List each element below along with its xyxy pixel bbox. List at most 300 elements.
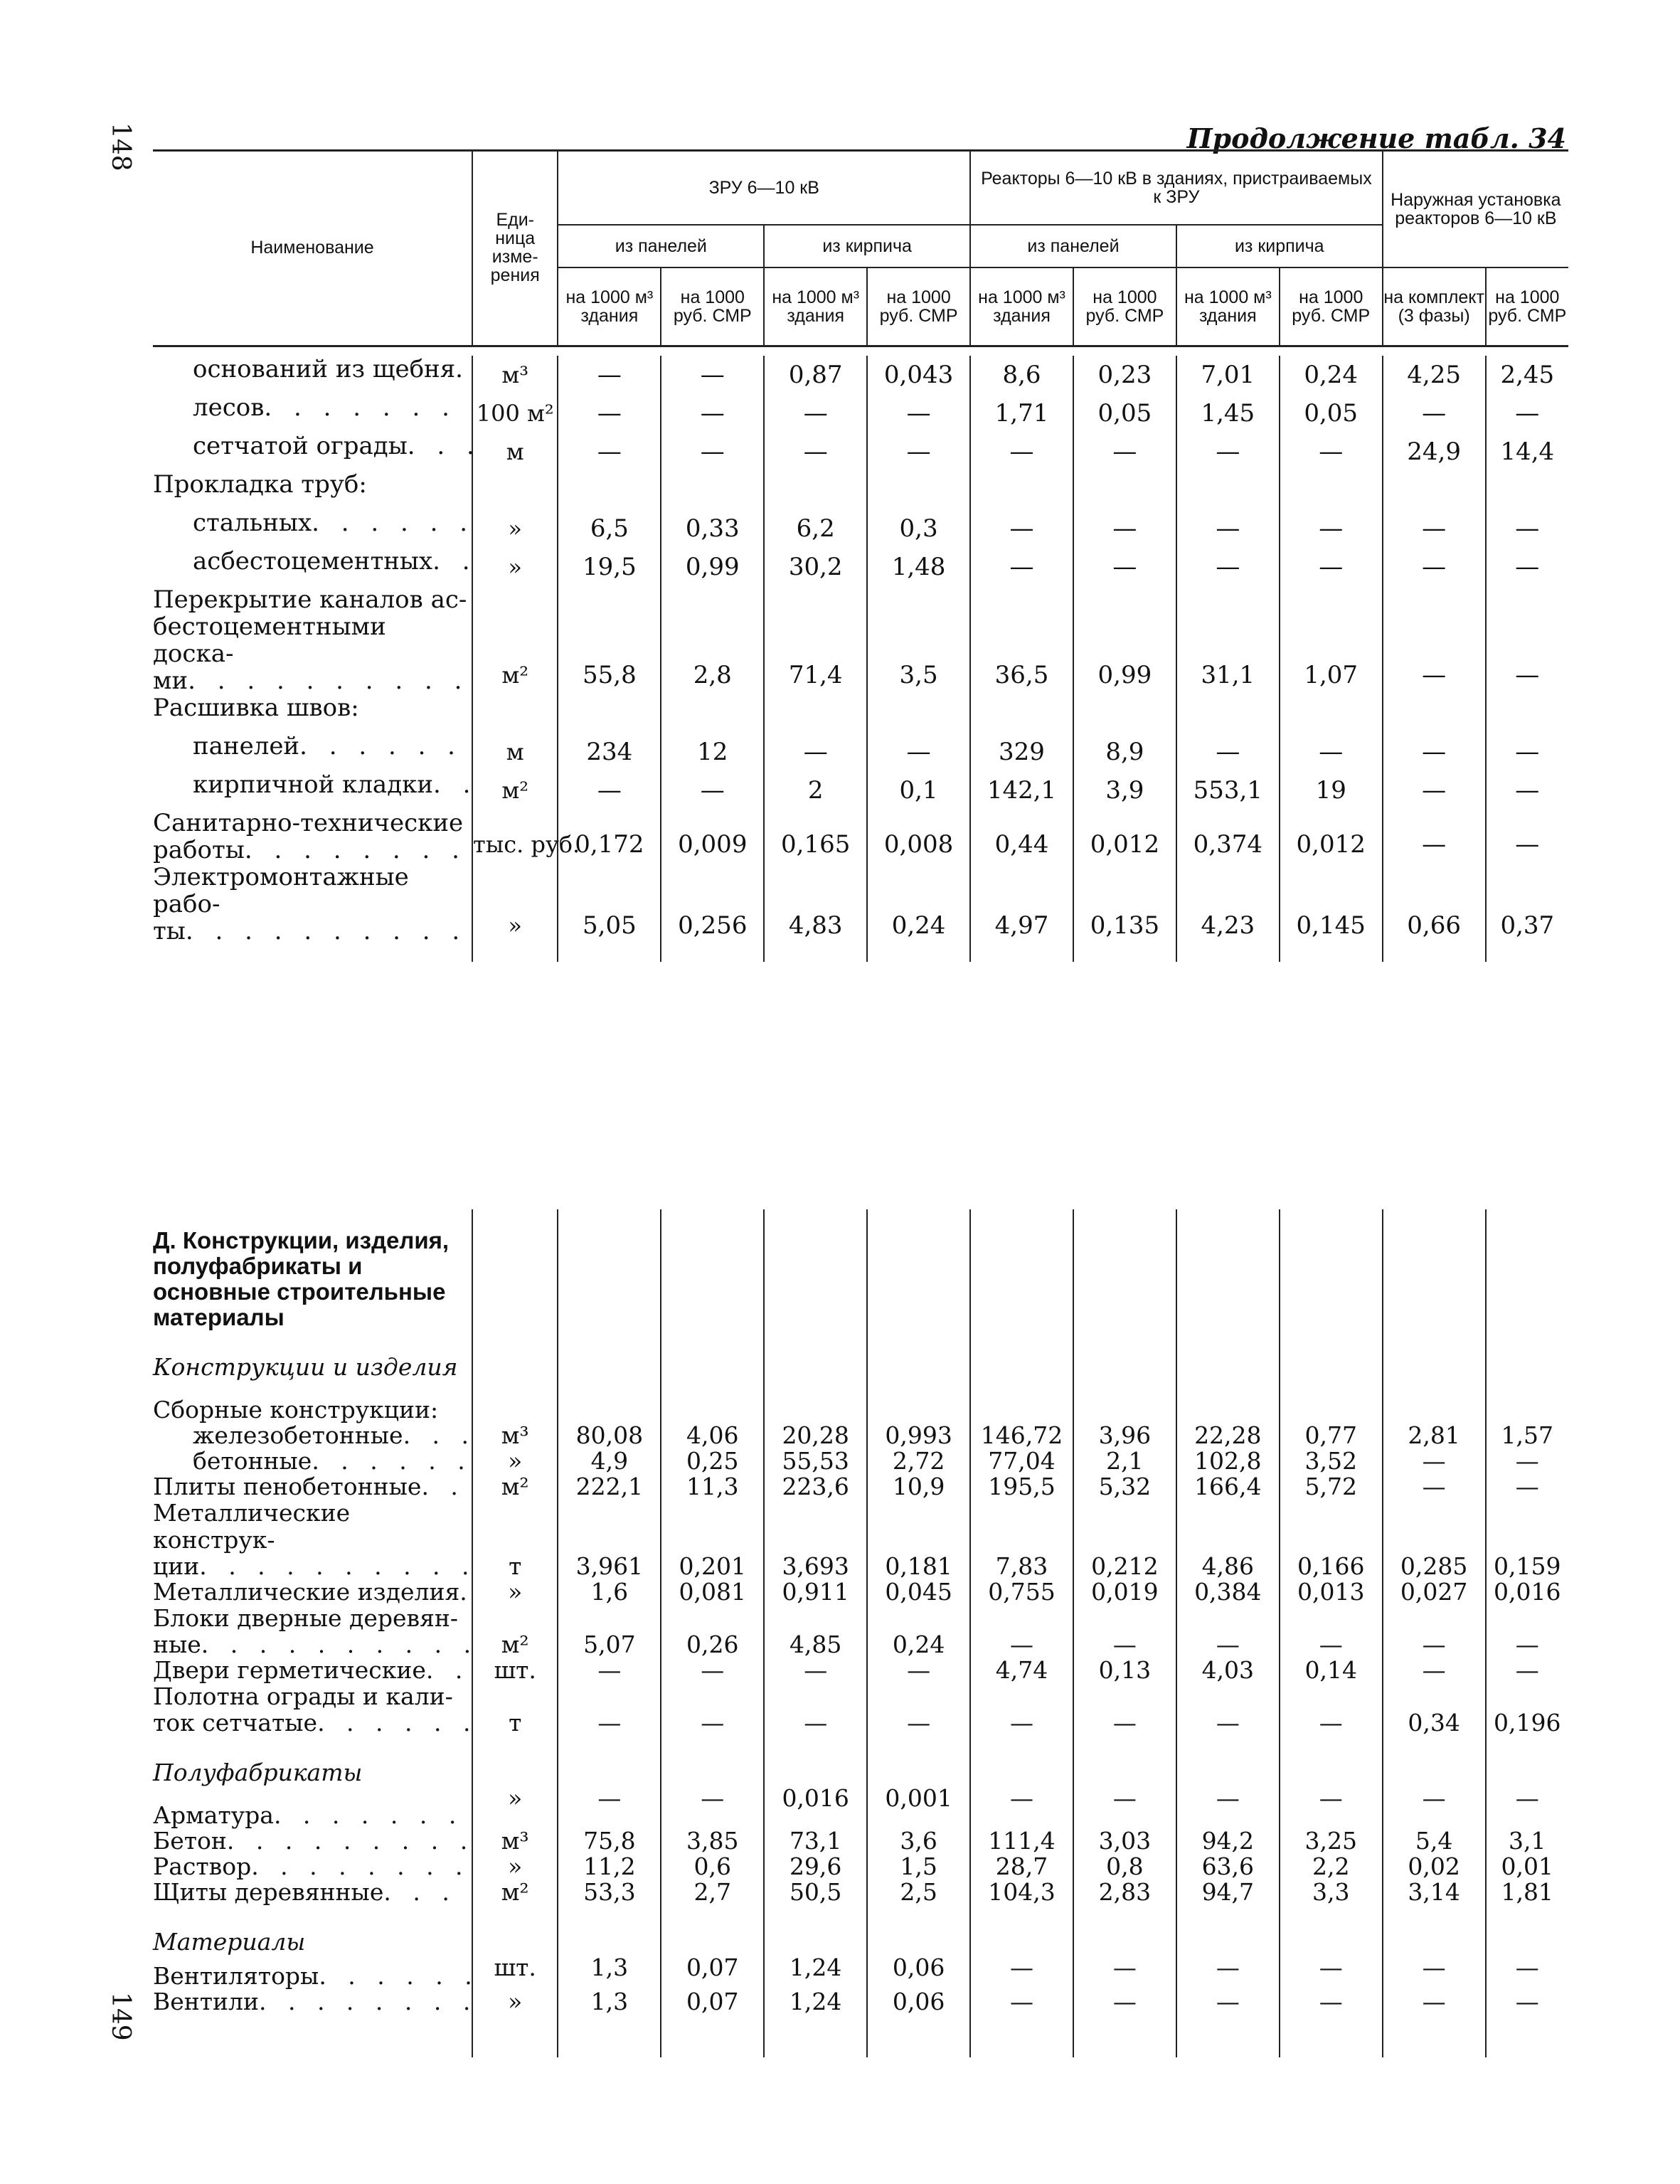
row-value: — (1383, 1474, 1486, 1500)
row-unit: т (472, 1683, 558, 1736)
dot-leader (312, 1448, 472, 1474)
row-value: 0,012 (1073, 810, 1176, 864)
row-value: 0,374 (1176, 810, 1280, 864)
row-value: 1,3 (558, 1989, 661, 2015)
row-value: 0,13 (1073, 1658, 1176, 1683)
header-react-panels: из панелей (970, 225, 1176, 267)
dot-leader (408, 433, 472, 460)
header-outdoor: Наружная установка реакторов 6—10 кВ (1383, 151, 1568, 267)
row-name (153, 548, 472, 586)
row-value: 0,23 (1073, 356, 1176, 394)
row-value: 0,37 (1486, 864, 1568, 945)
empty-cell (1383, 2015, 1486, 2057)
row-value: 3,961 (558, 1500, 661, 1579)
row-value: — (558, 1786, 661, 1828)
empty-cell (558, 1209, 661, 1330)
empty-cell (558, 1905, 661, 1955)
row-value: — (1073, 548, 1176, 586)
row-value: — (1280, 1786, 1383, 1828)
row-name (153, 1955, 472, 1989)
row-value: 7,83 (970, 1500, 1073, 1579)
row-value: 6,2 (764, 509, 867, 548)
dot-leader (251, 1854, 472, 1880)
table-upper (153, 356, 1568, 962)
dot-leader (432, 548, 472, 575)
row-name-text: Арматура (153, 1801, 274, 1829)
row-value: — (1073, 1989, 1176, 2015)
row-value: 0,33 (661, 509, 764, 548)
row-value: — (970, 1786, 1073, 1828)
row-value: 3,5 (867, 586, 970, 694)
row-value: 5,32 (1073, 1474, 1176, 1500)
table-row (153, 548, 1568, 586)
row-value: 3,3 (1280, 1880, 1383, 1905)
empty-cell (1383, 1736, 1486, 1786)
dot-leader (186, 918, 472, 945)
dot-leader (317, 1710, 472, 1736)
row-value: 111,4 (970, 1828, 1073, 1854)
row-value: 1,24 (764, 1955, 867, 1989)
row-value: — (558, 771, 661, 810)
row-value: 4,86 (1176, 1500, 1280, 1579)
row-value: 2,83 (1073, 1880, 1176, 1905)
row-value: 0,165 (764, 810, 867, 864)
empty-cell (970, 1209, 1073, 1330)
table-row (153, 1880, 1568, 1905)
row-value: 142,1 (970, 771, 1073, 810)
row-value: 0,06 (867, 1955, 970, 1989)
row-value: — (1486, 1955, 1568, 1989)
row-value (1486, 1380, 1568, 1423)
row-unit: » (472, 509, 558, 548)
empty-cell (558, 945, 661, 962)
empty-cell (1280, 1905, 1383, 1955)
row-value: 0,993 (867, 1423, 970, 1448)
row-value: 0,07 (661, 1989, 764, 2015)
row-value: — (661, 1683, 764, 1736)
row-value: 4,9 (558, 1448, 661, 1474)
empty-cell (472, 1330, 558, 1380)
row-unit: » (472, 1854, 558, 1880)
dot-leader (383, 1880, 472, 1905)
row-unit (472, 694, 558, 733)
row-value: — (1383, 509, 1486, 548)
row-value (1280, 694, 1383, 733)
row-value: — (1383, 1605, 1486, 1658)
row-value: — (661, 1786, 764, 1828)
row-value: — (558, 1683, 661, 1736)
row-name-text: ты (153, 917, 186, 945)
row-name (153, 1854, 472, 1880)
row-value: 0,07 (661, 1955, 764, 1989)
row-unit: » (472, 1579, 558, 1605)
row-value: 36,5 (970, 586, 1073, 694)
row-value: — (1280, 509, 1383, 548)
row-value: 1,48 (867, 548, 970, 586)
row-value: — (867, 1683, 970, 1736)
row-name-text: стальных (193, 509, 312, 537)
dot-leader (188, 667, 472, 694)
row-value: 0,196 (1486, 1683, 1568, 1736)
subsection-title (153, 1736, 1568, 1786)
dot-leader (312, 509, 472, 536)
row-value: 3,9 (1073, 771, 1176, 810)
row-unit: » (472, 1448, 558, 1474)
row-value: 2,72 (867, 1448, 970, 1474)
row-value: — (970, 1955, 1073, 1989)
row-value (661, 471, 764, 509)
subsection-title-text: Полуфабрикаты (153, 1759, 363, 1786)
empty-cell (153, 945, 472, 962)
row-value (867, 694, 970, 733)
row-value: — (764, 394, 867, 433)
row-unit: м² (472, 586, 558, 694)
row-value: 71,4 (764, 586, 867, 694)
row-name-text: Раствор (153, 1852, 252, 1880)
row-value: — (1486, 509, 1568, 548)
row-value: 29,6 (764, 1854, 867, 1880)
row-value: 1,07 (1280, 586, 1383, 694)
row-value: 3,1 (1486, 1828, 1568, 1854)
row-value: 20,28 (764, 1423, 867, 1448)
table-row (153, 733, 1568, 771)
row-value: 553,1 (1176, 771, 1280, 810)
row-name-text: железобетонные (193, 1421, 403, 1449)
row-value: — (1486, 810, 1568, 864)
row-value: — (867, 1658, 970, 1683)
row-value: 7,01 (1176, 356, 1280, 394)
table-row (153, 394, 1568, 433)
row-value: 0,87 (764, 356, 867, 394)
row-value: — (1486, 1989, 1568, 2015)
header-zru: ЗРУ 6—10 кВ (558, 151, 970, 225)
row-name-text: Плиты пенобетонные (153, 1473, 422, 1500)
row-unit: м² (472, 1605, 558, 1658)
row-name (153, 1989, 472, 2015)
empty-cell (867, 2015, 970, 2057)
row-value (1383, 1380, 1486, 1423)
row-value: 0,911 (764, 1579, 867, 1605)
row-value: 3,85 (661, 1828, 764, 1854)
row-value: 1,5 (867, 1854, 970, 1880)
row-value: 2,81 (1383, 1423, 1486, 1448)
row-value: — (1073, 1786, 1176, 1828)
row-value: — (1176, 1955, 1280, 1989)
row-name (153, 356, 472, 394)
row-name-line: Электромонтажные рабо- (153, 863, 409, 918)
row-value: 0,01 (1486, 1854, 1568, 1880)
row-value: 55,53 (764, 1448, 867, 1474)
row-name-text: Щиты деревянные (153, 1878, 384, 1906)
row-value: — (558, 356, 661, 394)
row-unit: шт. (472, 1658, 558, 1683)
row-value: 0,25 (661, 1448, 764, 1474)
row-value: 5,05 (558, 864, 661, 945)
row-value (764, 1380, 867, 1423)
row-value: 2,5 (867, 1880, 970, 1905)
row-value: — (1486, 1448, 1568, 1474)
row-unit: » (472, 864, 558, 945)
table-row (153, 1786, 1568, 1828)
row-value: 50,5 (764, 1880, 867, 1905)
row-name (153, 771, 472, 810)
row-value: — (867, 733, 970, 771)
row-value: 4,83 (764, 864, 867, 945)
row-value: 55,8 (558, 586, 661, 694)
row-value: — (1383, 1658, 1486, 1683)
row-value: 0,06 (867, 1989, 970, 2015)
row-value: 0,1 (867, 771, 970, 810)
row-value: 166,4 (1176, 1474, 1280, 1500)
spacer-row (153, 945, 1568, 962)
header-unit: Еди- ница изме- рения (472, 151, 558, 346)
table-row (153, 586, 1568, 694)
row-value: 0,66 (1383, 864, 1486, 945)
empty-cell (1176, 1209, 1280, 1330)
row-unit: тыс. руб. (472, 810, 558, 864)
row-value: 0,045 (867, 1579, 970, 1605)
row-name (153, 810, 472, 864)
row-value: 4,03 (1176, 1658, 1280, 1683)
empty-cell (867, 1209, 970, 1330)
row-value: 2,1 (1073, 1448, 1176, 1474)
row-value: 0,05 (1073, 394, 1176, 433)
table-row (153, 471, 1568, 509)
row-value: 4,06 (661, 1423, 764, 1448)
row-value: 0,26 (661, 1605, 764, 1658)
row-name (153, 1605, 472, 1658)
row-name (153, 394, 472, 433)
row-value: 3,25 (1280, 1828, 1383, 1854)
empty-cell (661, 1905, 764, 1955)
row-name-text: ток сетчатые (153, 1709, 318, 1737)
row-value: 0,212 (1073, 1500, 1176, 1579)
row-value: 0,77 (1280, 1423, 1383, 1448)
row-value: 12 (661, 733, 764, 771)
subsection-title-text: Конструкции и изделия (153, 1353, 458, 1381)
row-value: 31,1 (1176, 586, 1280, 694)
row-value: 0,285 (1383, 1500, 1486, 1579)
row-value: 0,016 (1486, 1579, 1568, 1605)
row-value (1073, 694, 1176, 733)
row-unit: м² (472, 771, 558, 810)
row-value (1486, 694, 1568, 733)
empty-cell (661, 2015, 764, 2057)
row-value: 3,96 (1073, 1423, 1176, 1448)
row-value: 3,6 (867, 1828, 970, 1854)
row-value: 0,3 (867, 509, 970, 548)
row-value: — (1383, 733, 1486, 771)
row-value: — (1176, 509, 1280, 548)
row-name-text: работы (153, 836, 245, 864)
header-name: Наименование (250, 238, 374, 258)
header-col: на 1000 м³ здания (764, 267, 867, 346)
row-value: — (764, 433, 867, 471)
table-row (153, 1423, 1568, 1448)
row-value: 22,28 (1176, 1423, 1280, 1448)
row-name-line: бестоцементными доска- (153, 613, 386, 668)
row-name-text: Бетон (153, 1827, 227, 1855)
header-col: на 1000 руб. СМР (1280, 267, 1383, 346)
row-value: — (1486, 733, 1568, 771)
row-value: 1,24 (764, 1989, 867, 2015)
row-value: 3,693 (764, 1500, 867, 1579)
row-value: 0,027 (1383, 1579, 1486, 1605)
row-unit: м² (472, 1474, 558, 1500)
row-value: — (1280, 1605, 1383, 1658)
row-value: 4,85 (764, 1605, 867, 1658)
row-value (764, 471, 867, 509)
empty-cell (1486, 1905, 1568, 1955)
row-value: 11,3 (661, 1474, 764, 1500)
table-row (153, 1448, 1568, 1474)
row-value: 63,6 (1176, 1854, 1280, 1880)
row-value: 5,07 (558, 1605, 661, 1658)
empty-cell (1073, 1209, 1176, 1330)
empty-cell (1073, 1736, 1176, 1786)
table-header (153, 151, 1568, 347)
table-row (153, 1683, 1568, 1736)
table-lower (153, 1209, 1568, 2057)
header-reactors: Реакторы 6—10 кВ в зданиях, пристраиваемых к ЗРУ (970, 151, 1383, 225)
dot-leader (264, 394, 472, 421)
table-row (153, 694, 1568, 733)
empty-cell (1486, 1736, 1568, 1786)
row-value: 195,5 (970, 1474, 1073, 1500)
row-value (1486, 471, 1568, 509)
row-name-line: Перекрытие каналов ас- (153, 585, 467, 614)
row-value: 10,9 (867, 1474, 970, 1500)
row-value: 94,2 (1176, 1828, 1280, 1854)
row-unit (472, 471, 558, 509)
row-value (558, 471, 661, 509)
row-value: 104,3 (970, 1880, 1073, 1905)
row-value: — (1280, 433, 1383, 471)
continuation-caption: Продолжение табл. 34 (1186, 122, 1566, 154)
table-row (153, 356, 1568, 394)
dot-leader (201, 1632, 472, 1658)
empty-cell (661, 945, 764, 962)
dot-leader (199, 1554, 472, 1579)
row-value: 0,256 (661, 864, 764, 945)
header-col: на 1000 м³ здания (1176, 267, 1280, 346)
empty-cell (472, 1736, 558, 1786)
empty-cell (1486, 1330, 1568, 1380)
empty-cell (472, 1905, 558, 1955)
row-value: — (1073, 1955, 1176, 1989)
row-unit: т (472, 1500, 558, 1579)
row-value: — (1176, 1605, 1280, 1658)
row-value: 0,05 (1280, 394, 1383, 433)
header-zru-brick: из кирпича (764, 225, 970, 267)
row-name-text: Прокладка труб: (153, 470, 367, 499)
row-name-line: Санитарно-технические (153, 809, 464, 837)
row-unit: м³ (472, 1828, 558, 1854)
row-value: — (558, 433, 661, 471)
row-unit: м³ (472, 356, 558, 394)
row-name-line: Металлические конструк- (153, 1499, 351, 1554)
row-value: 5,4 (1383, 1828, 1486, 1854)
row-value: — (1383, 1448, 1486, 1474)
row-value: — (1383, 548, 1486, 586)
row-value: 0,008 (867, 810, 970, 864)
row-value: 80,08 (558, 1423, 661, 1448)
row-unit: 100 м² (472, 394, 558, 433)
empty-cell (1280, 945, 1383, 962)
header-col: на 1000 м³ здания (558, 267, 661, 346)
row-name (153, 1423, 472, 1448)
row-name (153, 509, 472, 548)
row-value: — (1176, 1786, 1280, 1828)
empty-cell (1383, 1905, 1486, 1955)
row-value: — (1486, 586, 1568, 694)
row-value: — (970, 1605, 1073, 1658)
subsection-title (153, 1330, 1568, 1380)
empty-cell (1486, 945, 1568, 962)
row-value: 0,99 (1073, 586, 1176, 694)
dot-leader (319, 1963, 472, 1989)
row-value: — (970, 1683, 1073, 1736)
row-name (153, 586, 472, 694)
row-value: 3,14 (1383, 1880, 1486, 1905)
header-zru-panels: из панелей (558, 225, 764, 267)
empty-cell (764, 1330, 867, 1380)
row-value: 2 (764, 771, 867, 810)
dot-leader (421, 1474, 472, 1500)
empty-cell (764, 1736, 867, 1786)
empty-cell (661, 1736, 764, 1786)
row-value: — (1383, 1786, 1486, 1828)
row-value: 0,384 (1176, 1579, 1280, 1605)
row-value: 2,2 (1280, 1854, 1383, 1880)
row-name (153, 471, 472, 509)
row-unit: шт. (472, 1955, 558, 1989)
row-value: — (1073, 1683, 1176, 1736)
row-value: — (1073, 433, 1176, 471)
row-name-text: ные (153, 1631, 201, 1658)
row-value: 4,25 (1383, 356, 1486, 394)
row-value: — (764, 733, 867, 771)
row-name-text: бетонные (193, 1447, 312, 1475)
empty-cell (867, 1905, 970, 1955)
row-value: 1,71 (970, 394, 1073, 433)
empty-cell (1383, 945, 1486, 962)
table-row (153, 509, 1568, 548)
empty-cell (1383, 1209, 1486, 1330)
empty-cell (1073, 945, 1176, 962)
row-value: 14,4 (1486, 433, 1568, 471)
row-value: 0,135 (1073, 864, 1176, 945)
row-name (153, 1474, 472, 1500)
table-row (153, 1854, 1568, 1880)
dot-leader (459, 1579, 472, 1605)
row-value: — (1383, 586, 1486, 694)
row-value (1280, 1380, 1383, 1423)
row-value: 329 (970, 733, 1073, 771)
empty-cell (1280, 1330, 1383, 1380)
empty-cell (153, 2015, 472, 2057)
row-value (970, 471, 1073, 509)
empty-cell (764, 1209, 867, 1330)
row-value: 0,201 (661, 1500, 764, 1579)
row-value: 146,72 (970, 1423, 1073, 1448)
row-name-text: асбестоцементных (193, 547, 433, 576)
header-react-brick: из кирпича (1176, 225, 1383, 267)
table-row (153, 771, 1568, 810)
row-value: 0,013 (1280, 1579, 1383, 1605)
empty-cell (1176, 945, 1280, 962)
row-value (1176, 1380, 1280, 1423)
